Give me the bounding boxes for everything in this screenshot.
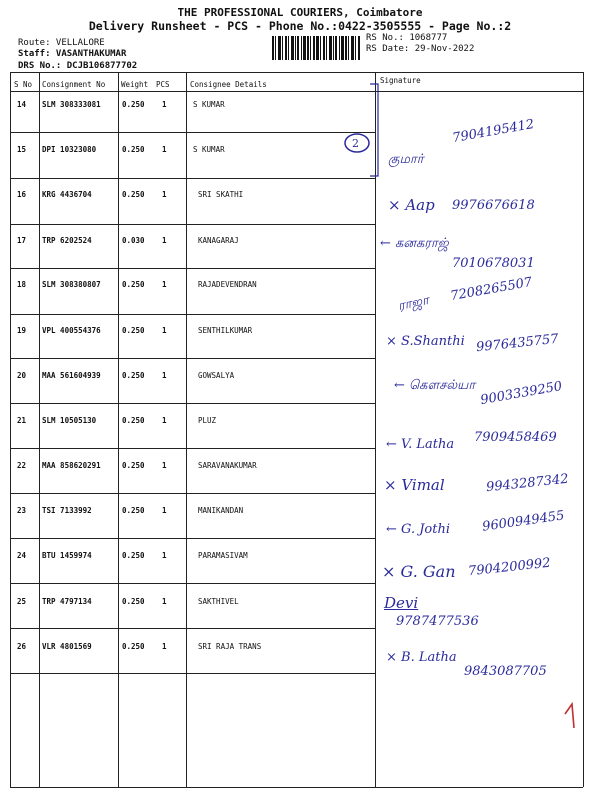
row-divider xyxy=(10,314,375,315)
signature: × B. Latha xyxy=(386,650,457,665)
handwritten-phone: 7904195412 xyxy=(451,116,536,147)
row-divider xyxy=(10,673,375,674)
signature: ← கௌசல்யா xyxy=(394,378,476,393)
handwritten-phone: 9943287342 xyxy=(485,471,570,496)
row-divider xyxy=(10,448,375,449)
row-weight: 0.250 xyxy=(122,416,145,425)
row-sno: 16 xyxy=(17,190,27,199)
row-sno: 14 xyxy=(17,100,27,109)
handwritten-phone: 9003339250 xyxy=(479,378,564,409)
signature: × Vimal xyxy=(384,476,445,494)
handwritten-phone: 9976676618 xyxy=(452,198,535,213)
row-weight: 0.250 xyxy=(122,371,145,380)
row-divider xyxy=(10,583,375,584)
handwritten-bracket-mark xyxy=(368,80,382,180)
signature: × G. Gan xyxy=(382,562,456,581)
row-sno: 22 xyxy=(17,461,27,470)
table-left-border xyxy=(10,72,11,787)
row-divider xyxy=(10,628,375,629)
handwritten-phone: 9843087705 xyxy=(464,664,547,679)
row-consignment: SLM 308380807 xyxy=(42,280,101,289)
row-consignee: KANAGARAJ xyxy=(198,236,239,245)
document-title: THE PROFESSIONAL COURIERS, Coimbatore xyxy=(177,6,423,19)
row-weight: 0.250 xyxy=(122,280,145,289)
row-consignment: KRG 4436704 xyxy=(42,190,92,199)
row-consignee: MANIKANDAN xyxy=(198,506,244,515)
row-weight: 0.030 xyxy=(122,236,145,245)
row-divider xyxy=(10,493,375,494)
row-consignment: BTU 1459974 xyxy=(42,551,92,560)
row-consignee: SARAVANAKUMAR xyxy=(198,461,257,470)
row-weight: 0.250 xyxy=(122,597,145,606)
signature: Devi xyxy=(384,594,419,612)
col-divider xyxy=(186,72,187,787)
signature: × S.Shanthi xyxy=(386,334,465,349)
row-consignment: VLR 4801569 xyxy=(42,642,92,651)
document-subtitle: Delivery Runsheet - PCS - Phone No.:0422-3505555 - Page No.:2 xyxy=(88,19,512,33)
row-divider xyxy=(10,403,375,404)
col-header-sno: S No xyxy=(14,80,33,89)
row-divider xyxy=(10,132,375,133)
row-consignment: MAA 561604939 xyxy=(42,371,101,380)
row-weight: 0.250 xyxy=(122,551,145,560)
handwritten-phone: 9600949455 xyxy=(481,508,566,535)
row-weight: 0.250 xyxy=(122,642,145,651)
row-consignment: VPL 400554376 xyxy=(42,326,101,335)
row-consignment: SLM 308333081 xyxy=(42,100,101,109)
row-weight: 0.250 xyxy=(122,461,145,470)
row-weight: 0.250 xyxy=(122,190,145,199)
handwritten-phone: 7010678031 xyxy=(452,256,535,271)
row-sno: 19 xyxy=(17,326,27,335)
row-pcs: 1 xyxy=(162,551,167,560)
row-weight: 0.250 xyxy=(122,100,145,109)
signature: ராஜா xyxy=(396,292,431,315)
row-pcs: 1 xyxy=(162,642,167,651)
staff-label: Staff: VASANTHAKUMAR xyxy=(18,49,127,59)
row-consignee: SAKTHIVEL xyxy=(198,597,239,606)
row-pcs: 1 xyxy=(162,145,167,154)
row-sno: 15 xyxy=(17,145,27,154)
row-pcs: 1 xyxy=(162,506,167,515)
row-divider xyxy=(10,538,375,539)
col-header-signature: Signature xyxy=(380,76,421,85)
row-divider xyxy=(10,358,375,359)
row-pcs: 1 xyxy=(162,597,167,606)
signature: ← கனகராஜ் xyxy=(380,236,449,251)
col-header-pcs: PCS xyxy=(156,80,170,89)
signature: ← G. Jothi xyxy=(386,522,451,537)
row-consignee: RAJADEVENDRAN xyxy=(198,280,257,289)
rs-info xyxy=(366,33,474,55)
row-sno: 21 xyxy=(17,416,27,425)
row-consignee: SRI SKATHI xyxy=(198,190,244,199)
row-consignee: SRI RAJA TRANS xyxy=(198,642,262,651)
rs-number: RS No.: 1068777 xyxy=(366,33,448,43)
row-weight: 0.250 xyxy=(122,145,145,154)
col-divider xyxy=(39,72,40,787)
row-pcs: 1 xyxy=(162,280,167,289)
row-divider xyxy=(10,178,375,179)
row-sno: 25 xyxy=(17,597,27,606)
signature: × Aap xyxy=(388,196,435,214)
handwritten-phone: 7208265507 xyxy=(449,274,534,305)
barcode-image xyxy=(272,36,360,60)
table-bottom-border xyxy=(10,787,583,788)
row-consignment: SLM 10505130 xyxy=(42,416,97,425)
row-sno: 24 xyxy=(17,551,27,560)
row-sno: 17 xyxy=(17,236,27,245)
col-header-consignment: Consignment No xyxy=(42,80,106,89)
row-pcs: 1 xyxy=(162,100,167,109)
row-consignment: TRP 4797134 xyxy=(42,597,92,606)
handwritten-phone: 7904200992 xyxy=(467,555,552,580)
row-weight: 0.250 xyxy=(122,326,145,335)
row-consignee: S KUMAR xyxy=(193,145,225,154)
row-pcs: 1 xyxy=(162,416,167,425)
row-pcs: 1 xyxy=(162,326,167,335)
row-pcs: 1 xyxy=(162,236,167,245)
row-consignment: TRP 6202524 xyxy=(42,236,92,245)
row-pcs: 1 xyxy=(162,461,167,470)
col-header-weight: Weight xyxy=(121,80,149,89)
svg-text:2: 2 xyxy=(352,137,359,150)
table-right-border xyxy=(583,72,584,787)
signature: குமார் xyxy=(388,152,424,167)
row-consignment: DPI 10323080 xyxy=(42,145,97,154)
row-weight: 0.250 xyxy=(122,506,145,515)
row-consignee: PARAMASIVAM xyxy=(198,551,248,560)
row-sno: 26 xyxy=(17,642,27,651)
row-pcs: 1 xyxy=(162,190,167,199)
row-sno: 18 xyxy=(17,280,27,289)
row-consignee: S KUMAR xyxy=(193,100,225,109)
route-label: Route: VELLALORE xyxy=(18,38,105,48)
table-top-border xyxy=(10,72,583,73)
signature: ← V. Latha xyxy=(386,437,455,452)
handwritten-phone: 7909458469 xyxy=(474,430,557,445)
row-consignee: PLUZ xyxy=(198,416,217,425)
row-sno: 20 xyxy=(17,371,27,380)
handwritten-phone: 9976435757 xyxy=(475,331,560,356)
header-divider xyxy=(10,91,583,92)
row-consignment: TSI 7133992 xyxy=(42,506,92,515)
row-sno: 23 xyxy=(17,506,27,515)
row-divider xyxy=(10,268,375,269)
handwritten-check-mark xyxy=(562,700,584,730)
col-header-consignee: Consignee Details xyxy=(190,80,267,89)
col-divider xyxy=(118,72,119,787)
drs-number: DRS No.: DCJB106877702 xyxy=(18,61,138,71)
rs-date: RS Date: 29-Nov-2022 xyxy=(366,44,475,54)
row-pcs: 1 xyxy=(162,371,167,380)
row-consignee: SENTHILKUMAR xyxy=(198,326,253,335)
handwritten-phone: 9787477536 xyxy=(396,614,479,629)
row-divider xyxy=(10,224,375,225)
row-consignment: MAA 858620291 xyxy=(42,461,101,470)
row-consignee: GOWSALYA xyxy=(198,371,235,380)
